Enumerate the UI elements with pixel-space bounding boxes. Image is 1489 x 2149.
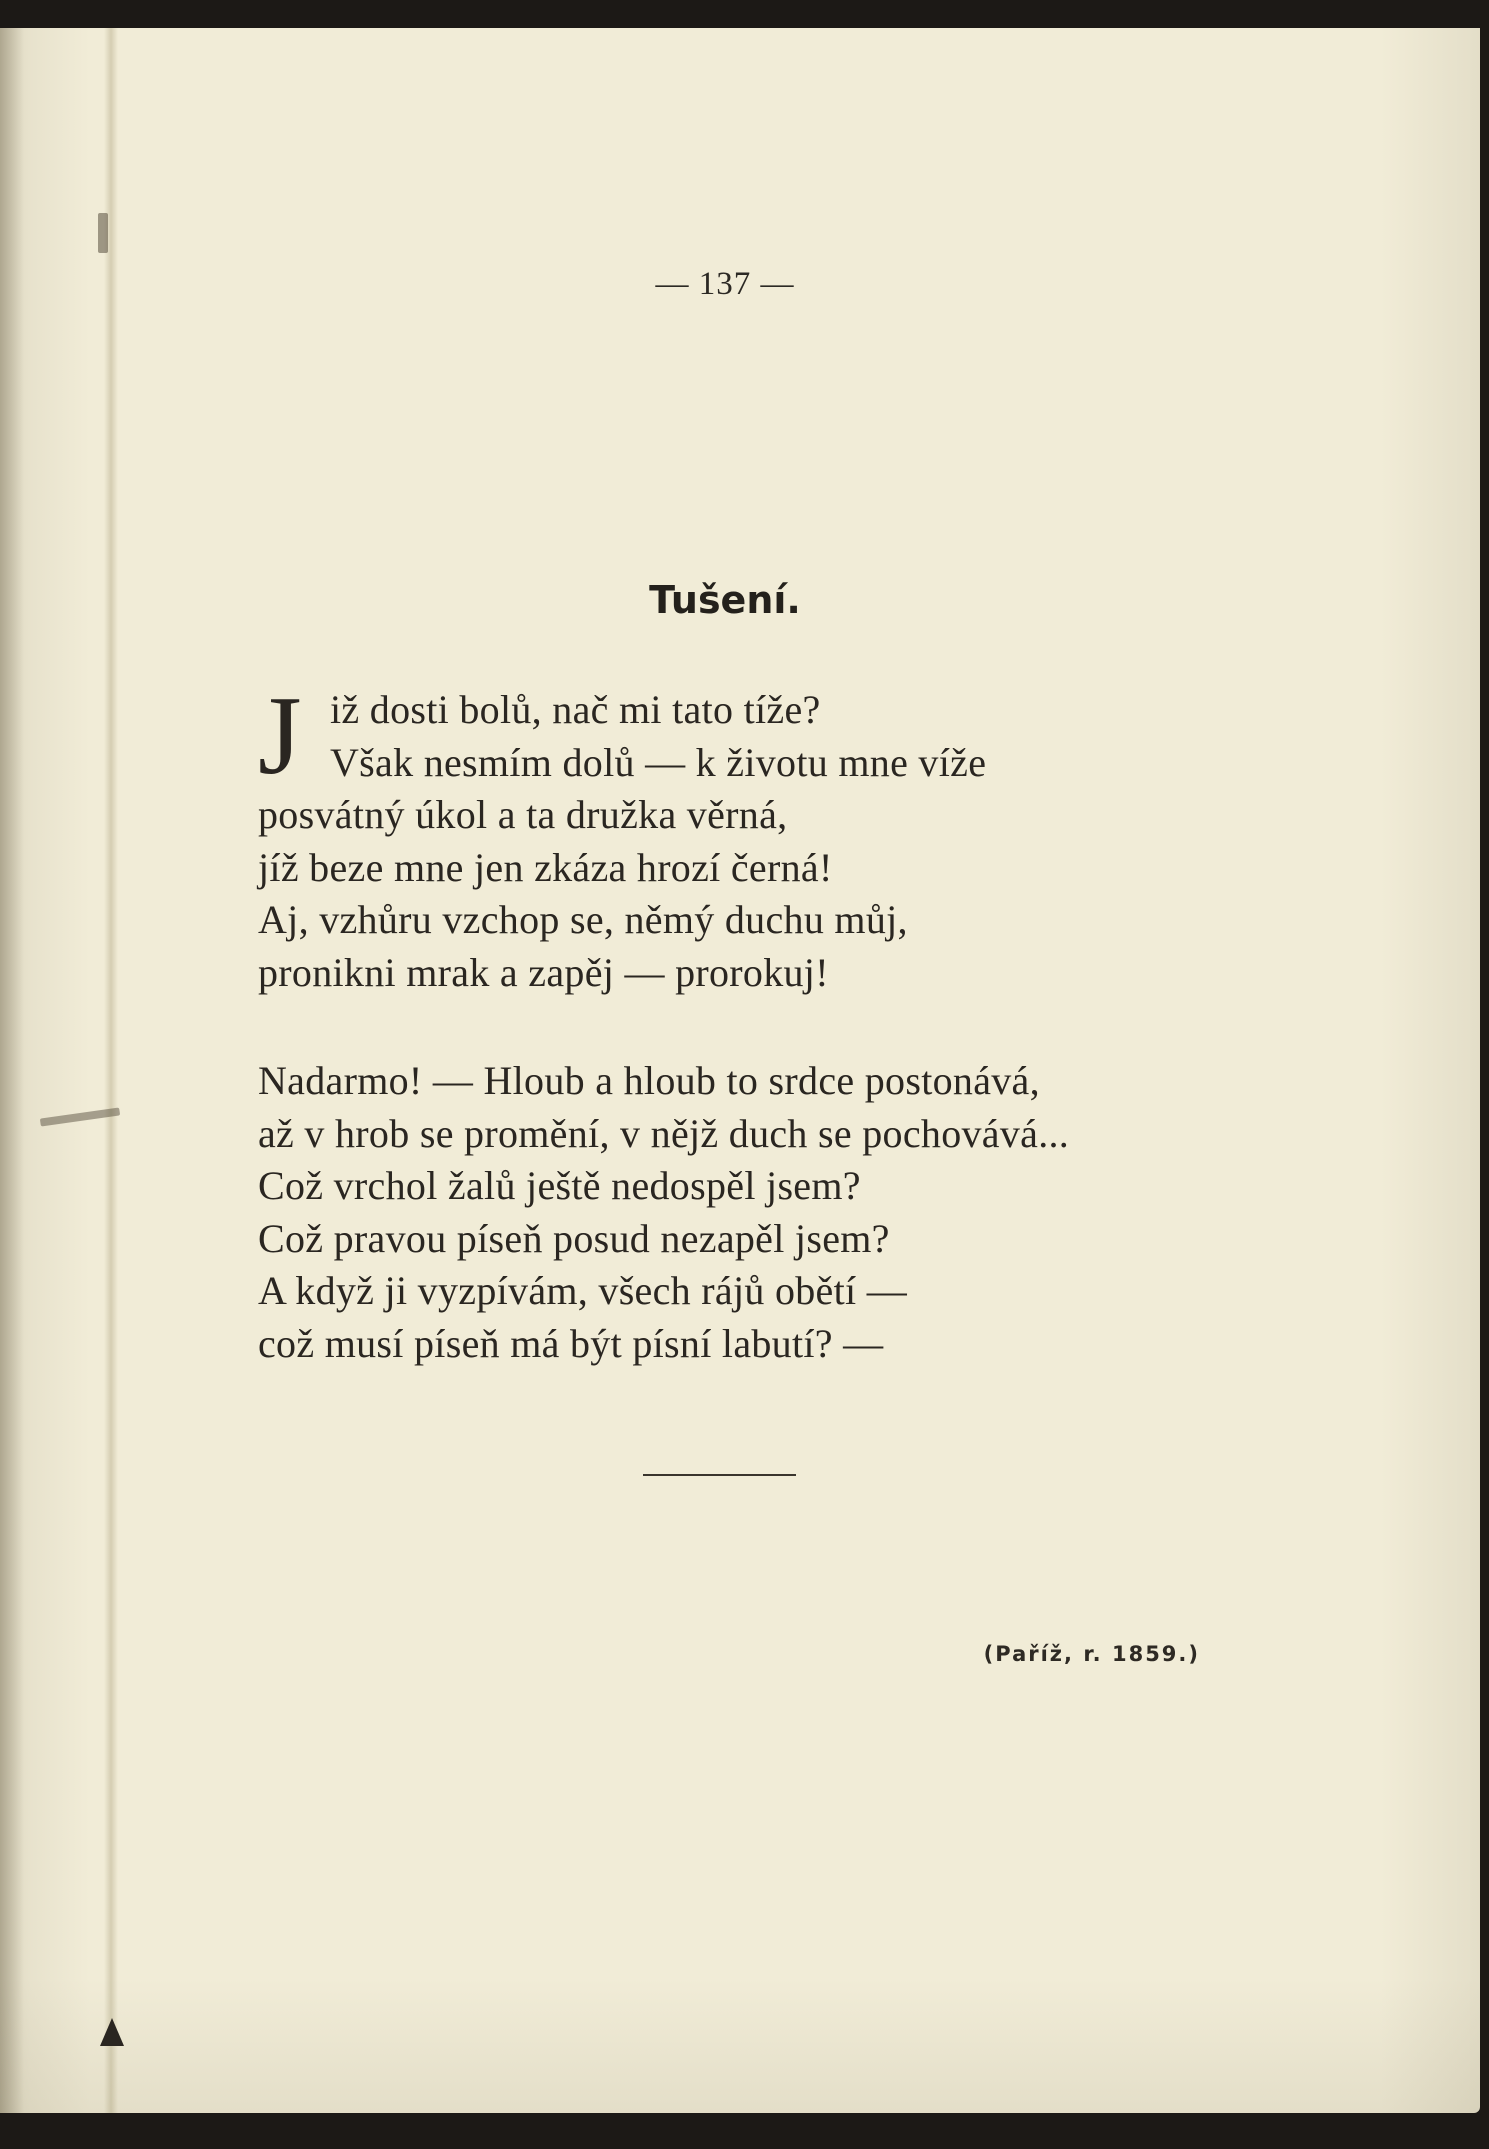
- poem-line: Což pravou píseň posud nezapěl jsem?: [258, 1215, 890, 1261]
- poem-line: což musí píseň má být písní labutí? —: [258, 1320, 884, 1366]
- page-gutter-crease: [104, 28, 118, 2113]
- poem-line: pronikni mrak a zapěj — prorokuj!: [258, 949, 829, 995]
- stain-mark: [98, 213, 108, 253]
- poem-line: A když ji vyzpívám, všech rájů obětí —: [258, 1268, 908, 1313]
- poem-line: Nadarmo! — Hloub a hloub to srdce postonává,: [258, 1058, 1040, 1103]
- stanza-1: [258, 684, 1258, 999]
- stanza-2: [258, 1055, 1258, 1370]
- poem-line: posvátný úkol a ta družka věrná,: [258, 792, 788, 837]
- poem-line: jíž beze mne jen zkáza hrozí černá!: [258, 844, 833, 890]
- poem-title: Tušení.: [649, 578, 801, 622]
- book-page: [0, 28, 1480, 2113]
- section-divider: [643, 1474, 796, 1476]
- drop-cap: J: [258, 674, 302, 798]
- page-number: — 137 —: [655, 266, 795, 302]
- page-spine-shadow: [0, 28, 24, 2113]
- poem-line: Však nesmím dolů — k životu mne víže: [330, 739, 987, 785]
- poem-line: až v hrob se promění, v nějž duch se pochovává...: [258, 1110, 1070, 1156]
- poem-line: Což vrchol žalů ještě nedospěl jsem?: [258, 1163, 861, 1208]
- ink-mark: [100, 2018, 124, 2046]
- place-date-note: (Paříž, r. 1859.): [983, 1642, 1200, 1666]
- poem-line: Aj, vzhůru vzchop se, němý duchu můj,: [258, 897, 908, 942]
- poem-line: iž dosti bolů, nač mi tato tíže?: [330, 687, 821, 732]
